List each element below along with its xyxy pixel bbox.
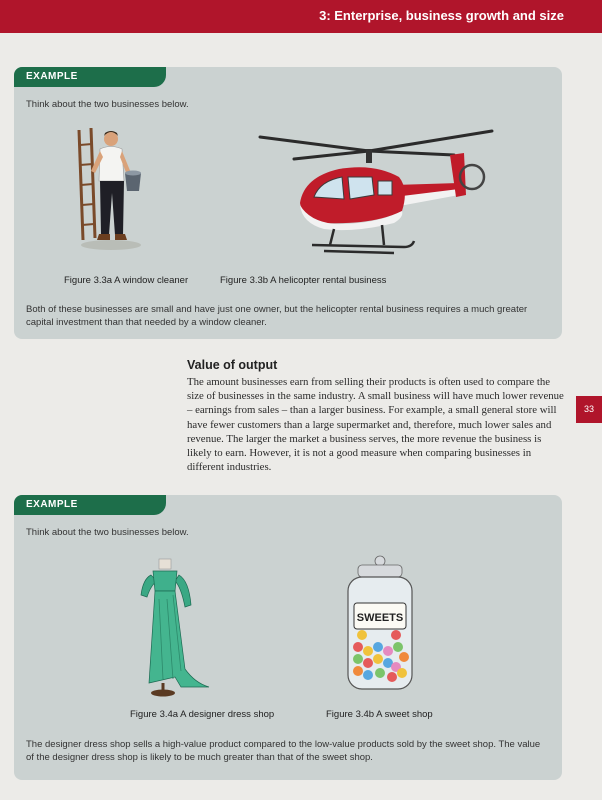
page-number-tab: 33: [576, 396, 602, 423]
dress-illustration: [129, 559, 219, 699]
chapter-title: 3: Enterprise, business growth and size: [319, 8, 564, 23]
section-heading: Value of output: [187, 358, 278, 372]
sweet-jar-illustration: [340, 555, 420, 695]
section-body-text: The amount businesses earn from selling their products is often used to compare the size of businesses in the same industry. A small business will have much lower revenue – earnings from sales – than a larger business. For example, a small general store will have fewer customers than a large supermarket and, therefore, much lower sales and revenue. The larger the market a business serves, the more revenue the business is likely to earn. However, it is not a good measure when comparing businesses in different industries.: [187, 376, 564, 474]
example-text-2: The designer dress shop sells a high-value product compared to the low-value products sold by the sweet shop. The value of the designer dress shop is likely to be much greater than that of the sweet shop.: [26, 739, 541, 763]
window-cleaner-illustration: [69, 125, 149, 255]
helicopter-illustration: [254, 125, 504, 265]
figure-caption-3-4b: Figure 3.4b A sweet shop: [326, 709, 433, 720]
figure-caption-3-4a: Figure 3.4a A designer dress shop: [130, 709, 275, 720]
example-tab-1: EXAMPLE: [14, 67, 166, 87]
sweets-jar-label: SWEETS: [356, 612, 404, 624]
example-box-2: [14, 495, 562, 780]
example-text-1: Both of these businesses are small and have just one owner, but the helicopter rental business requires a much greater capital investment than that needed by a window cleaner.: [26, 304, 528, 328]
example-box-1: [14, 67, 562, 339]
example-intro-2: Think about the two businesses below.: [26, 527, 189, 538]
figure-caption-3-3a: Figure 3.3a A window cleaner: [64, 275, 189, 286]
chapter-header-bar: [0, 0, 602, 33]
example-intro-1: Think about the two businesses below.: [26, 99, 189, 110]
example-tab-2: EXAMPLE: [14, 495, 166, 515]
figure-caption-3-3b: Figure 3.3b A helicopter rental business: [220, 275, 387, 286]
